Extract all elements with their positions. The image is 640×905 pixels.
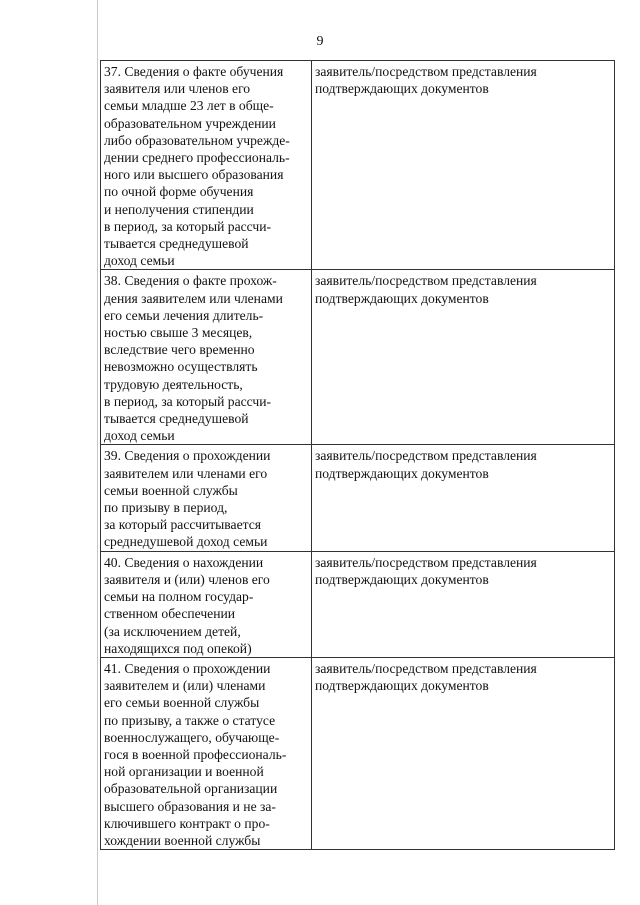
- table-cell-source: заявитель/посредством представления подтверждающих документов: [312, 551, 615, 657]
- table-row: [101, 61, 615, 270]
- table-cell-source: заявитель/посредством представления подтверждающих документов: [312, 270, 615, 445]
- page-number: 9: [316, 34, 324, 49]
- table-row: [101, 270, 615, 445]
- table-cell-source: заявитель/посредством представления подтверждающих документов: [312, 61, 615, 270]
- table-row: [101, 657, 615, 849]
- table-cell-source: заявитель/посредством представления подтверждающих документов: [312, 657, 615, 849]
- table-row: [101, 551, 615, 657]
- table-cell-description: 39. Сведения о прохождении заявителем или членами его семьи военной службы по призыву в период, за который рассчитывается среднедушевой доход семьи: [101, 445, 312, 551]
- binding-margin-line: [97, 0, 98, 905]
- table-cell-description: 41. Сведения о прохождении заявителем и (или) членами его семьи военной службы по призыву, а также о статусе военнослужащего, обучающе- гося в военной профессиональ- ной организации и военной образовательной организации высшего образования и не за- ключившего контракт о про- хождении военной службы: [101, 657, 312, 849]
- table-cell-source: заявитель/посредством представления подтверждающих документов: [312, 445, 615, 551]
- document-table: [100, 60, 615, 850]
- table-row: [101, 445, 615, 551]
- table-cell-description: 40. Сведения о нахождении заявителя и (или) членов его семьи на полном государ- ственном обеспечении (за исключением детей, находящихся под опекой): [101, 551, 312, 657]
- table-cell-description: 37. Сведения о факте обучения заявителя или членов его семьи младше 23 лет в обще- образовательном учреждении либо образовательном учрежде- дении среднего профессиональ- ного или высшего образования по очной форме обучения и неполучения стипендии в период, за который рассчи- тывается среднедушевой доход семьи: [101, 61, 312, 270]
- table-cell-description: 38. Сведения о факте прохож- дения заявителем или членами его семьи лечения длитель- ностью свыше 3 месяцев, вследствие чего временно невозможно осуществлять трудовую деятельность, в период, за который рассчи- тывается среднедушевой доход семьи: [101, 270, 312, 445]
